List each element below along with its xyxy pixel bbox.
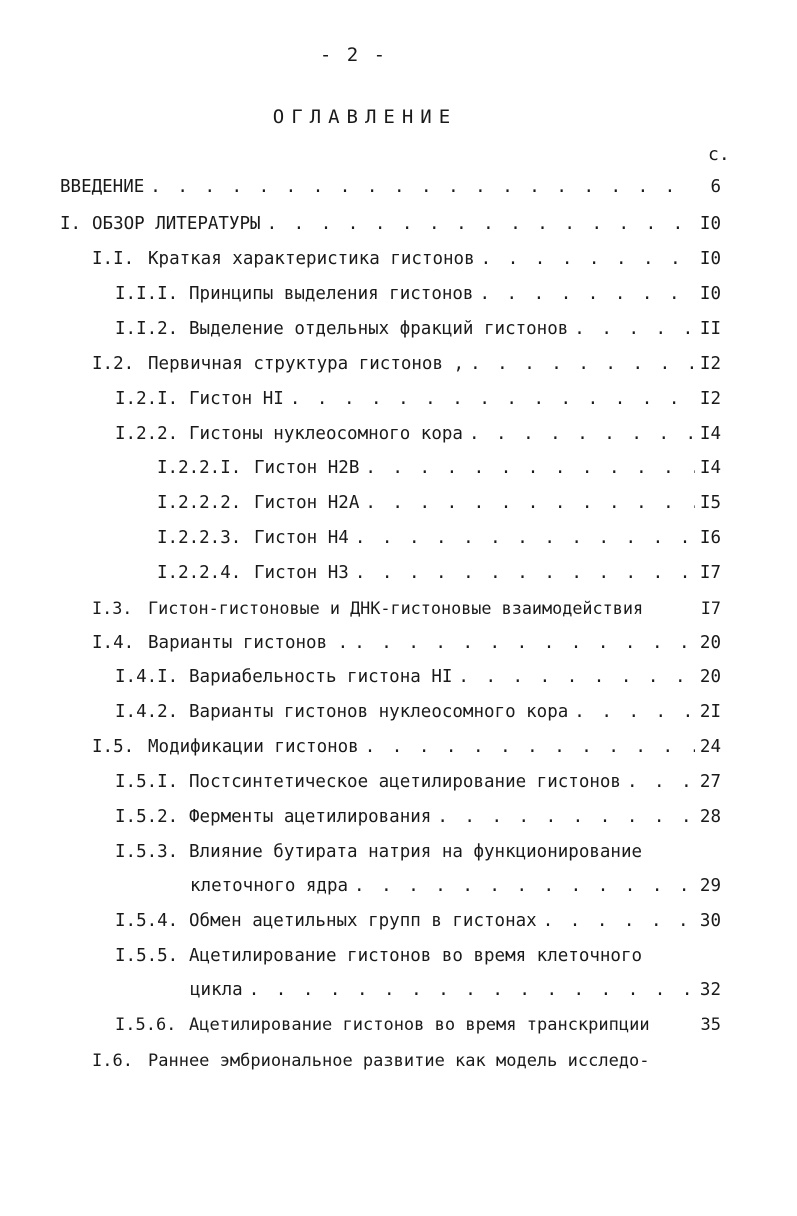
toc-entry-text: цикла <box>190 980 243 1000</box>
toc-entry <box>157 558 721 588</box>
toc-entry-text: Постсинтетическое ацетилирование гистонов <box>189 772 621 792</box>
toc-leader-dots <box>284 384 695 414</box>
toc-entry-text: Выделение отдельных фракций гистонов <box>189 319 569 339</box>
toc-entry <box>115 314 721 344</box>
toc-entry <box>115 419 721 449</box>
toc-entry-page: 27 <box>699 772 721 792</box>
toc-entry-number: I.4. <box>92 633 135 653</box>
toc-leader-dots <box>621 767 695 797</box>
toc-title: ОГЛАВЛЕНИЕ <box>272 106 458 128</box>
toc-entry-number: I.2. <box>92 354 135 374</box>
toc-leader-dots <box>568 697 695 727</box>
toc-entry-page: II <box>699 319 721 339</box>
toc-leader-dots <box>359 732 695 762</box>
toc-entry <box>60 209 721 239</box>
toc-entry-number: I.2.2.4. <box>157 563 242 583</box>
toc-entry-text: Гистоны нуклеосомного кора <box>189 424 463 444</box>
toc-entry-page: I2 <box>699 389 721 409</box>
toc-entry <box>60 172 721 202</box>
toc-leader-dots <box>464 349 695 379</box>
toc-entry-page: 6 <box>710 177 721 197</box>
toc-entry-number: I.I.I. <box>115 284 179 304</box>
toc-entry-page: I7 <box>699 563 721 583</box>
toc-entry <box>92 1046 721 1076</box>
toc-entry-number: I.2.2. <box>115 424 179 444</box>
toc-entry-page: I7 <box>700 598 721 618</box>
toc-entry-page: I6 <box>699 528 721 548</box>
toc-leader-dots <box>537 906 695 936</box>
toc-entry <box>115 1010 721 1040</box>
toc-entry <box>115 941 721 971</box>
toc-entry-text: Влияние бутирата натрия на функционирование <box>189 842 643 862</box>
toc-entry <box>92 593 721 623</box>
toc-entry-page: I4 <box>699 424 721 444</box>
toc-entry-text: Обмен ацетильных групп в гистонах <box>189 911 537 931</box>
toc-entry-page: I0 <box>699 249 721 269</box>
toc-entry-number: I.I.2. <box>115 319 179 339</box>
toc-entry-number: I.4.2. <box>115 702 179 722</box>
toc-entry <box>115 662 721 692</box>
toc-entry-text: Гистон Н4 <box>254 528 349 548</box>
toc-leader-dots <box>348 871 695 901</box>
toc-entry-number: I.5.I. <box>115 772 179 792</box>
toc-entry-number: I.3. <box>92 598 133 618</box>
toc-entry <box>115 906 721 936</box>
toc-entry-continuation <box>190 871 721 901</box>
toc-entry-number: I.5. <box>92 737 135 757</box>
toc-entry <box>115 837 721 867</box>
toc-entry-text: Варианты гистонов нуклеосомного кора <box>189 702 569 722</box>
toc-entry-text: Гистон-гистоновые и ДНК-гистоновые взаимодействия <box>148 598 644 618</box>
toc-leader-dots <box>243 975 695 1005</box>
toc-entry-text: Гистон НЗ <box>254 563 349 583</box>
toc-entry-page: I5 <box>699 493 721 513</box>
page-column-label: с. <box>708 144 730 165</box>
toc-entry-continuation <box>190 975 721 1005</box>
toc-entry-page: 2I <box>699 702 721 722</box>
toc-entry-number: I.2.2.I. <box>157 458 242 478</box>
toc-entry-text: Ацетилирование гистонов во время транскрипции <box>189 1015 650 1035</box>
toc-leader-dots <box>473 279 695 309</box>
toc-entry-text: Первичная структура гистонов , <box>148 354 465 374</box>
toc-leader-dots <box>349 523 695 553</box>
toc-entry-page: I2 <box>699 354 721 374</box>
toc-entry-number: I.2.2.3. <box>157 528 242 548</box>
toc-entry <box>115 384 721 414</box>
toc-entry <box>92 244 721 274</box>
toc-entry-text: Гистон Н2В <box>254 458 360 478</box>
toc-entry-text: ВВЕДЕНИЕ <box>60 177 145 197</box>
toc-entry-page: I0 <box>699 214 721 234</box>
toc-entry-text: Раннее эмбриональное развитие как модель исследо- <box>148 1051 650 1071</box>
toc-entry-number: I.5.2. <box>115 807 179 827</box>
toc-entry-page: I0 <box>699 284 721 304</box>
toc-leader-dots <box>348 628 695 658</box>
toc-entry-text: Модификации гистонов <box>148 737 359 757</box>
toc-entry-number: I. <box>60 214 82 234</box>
toc-entry <box>92 628 721 658</box>
toc-entry <box>157 488 721 518</box>
toc-entry-number: I.5.3. <box>115 842 179 862</box>
toc-entry-page: 28 <box>699 807 721 827</box>
toc-entry-text: Гистон HI <box>189 389 284 409</box>
toc-entry <box>157 453 721 483</box>
toc-entry-page: 20 <box>699 633 721 653</box>
toc-entry-text: Варианты гистонов . <box>148 633 349 653</box>
toc-entry-number: I.I. <box>92 249 135 269</box>
toc-entry <box>92 732 721 762</box>
toc-entry-number: I.5.6. <box>115 1015 177 1035</box>
page-number: - 2 - <box>319 44 388 66</box>
toc-entry-text: Ферменты ацетилирования <box>189 807 432 827</box>
toc-entry-text: ОБЗОР ЛИТЕРАТУРЫ <box>92 214 261 234</box>
toc-leader-dots <box>463 419 695 449</box>
toc-leader-dots <box>452 662 695 692</box>
toc-entry-number: I.5.5. <box>115 946 179 966</box>
toc-entry-page: 30 <box>699 911 721 931</box>
toc-entry-number: I.2.2.2. <box>157 493 242 513</box>
toc-entry <box>115 802 721 832</box>
toc-leader-dots <box>261 209 695 239</box>
toc-entry-number: I.2.I. <box>115 389 179 409</box>
toc-entry <box>115 279 721 309</box>
toc-entry-page: 24 <box>699 737 721 757</box>
toc-entry <box>92 349 721 379</box>
toc-entry-text: клеточного ядра <box>190 876 349 896</box>
toc-entry-number: I.4.I. <box>115 667 179 687</box>
toc-entry-text: Гистон Н2А <box>254 493 360 513</box>
toc-leader-dots <box>475 244 695 274</box>
toc-entry-page: 32 <box>699 980 721 1000</box>
toc-entry <box>157 523 721 553</box>
toc-entry <box>115 767 721 797</box>
toc-leader-dots <box>431 802 695 832</box>
toc-entry-text: Принципы выделения гистонов <box>189 284 474 304</box>
toc-leader-dots <box>349 558 695 588</box>
toc-entry-number: I.6. <box>92 1051 133 1071</box>
toc-entry-page: I4 <box>699 458 721 478</box>
toc-entry-text: Краткая характеристика гистонов <box>148 249 475 269</box>
toc-entry-page: 35 <box>700 1015 721 1035</box>
toc-leader-dots <box>568 314 695 344</box>
toc-leader-dots <box>144 172 695 202</box>
toc-leader-dots <box>359 453 695 483</box>
toc-entry <box>115 697 721 727</box>
toc-entry-text: Ацетилирование гистонов во время клеточного <box>189 946 643 966</box>
toc-entry-number: I.5.4. <box>115 911 179 931</box>
toc-entry-page: 20 <box>699 667 721 687</box>
toc-entry-page: 29 <box>699 876 721 896</box>
toc-leader-dots <box>359 488 695 518</box>
toc-entry-text: Вариабельность гистона HI <box>189 667 453 687</box>
